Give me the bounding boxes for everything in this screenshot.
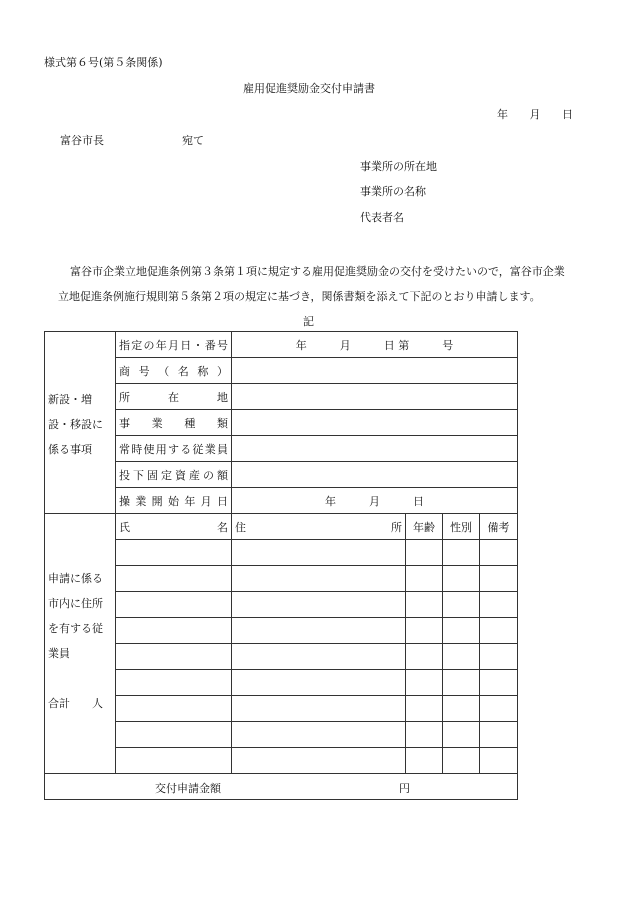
section1-field-label: 指定の年月日・番号 (116, 332, 232, 358)
section1-row (45, 332, 518, 358)
section1-row (45, 358, 518, 384)
section1-label-line: 係る事項 (48, 443, 92, 456)
addressee-suffix: 宛て (182, 134, 204, 147)
employee-remarks-cell[interactable] (480, 540, 518, 566)
employee-remarks-cell[interactable] (480, 644, 518, 670)
footer-row (45, 774, 518, 800)
employee-address-cell[interactable] (232, 722, 406, 748)
employee-name-cell[interactable] (116, 722, 232, 748)
month-label: 月 (529, 108, 541, 121)
employee-age-cell[interactable] (406, 748, 443, 774)
footer-unit: 円 (399, 782, 410, 795)
section2-header-row (45, 514, 518, 540)
employee-name-cell[interactable] (116, 644, 232, 670)
employee-name-cell[interactable] (116, 748, 232, 774)
employee-name-cell[interactable] (116, 696, 232, 722)
employee-name-cell[interactable] (116, 540, 232, 566)
employee-name-cell[interactable] (116, 618, 232, 644)
employee-address-cell[interactable] (232, 592, 406, 618)
total-unit: 人 (92, 697, 103, 710)
employee-age-cell[interactable] (406, 644, 443, 670)
employee-address-cell[interactable] (232, 618, 406, 644)
body-text-line-1: 富谷市企業立地促進条例第３条第１項に規定する雇用促進奨励金の交付を受けたいので，富谷市企業 (70, 265, 565, 278)
section1-row (45, 384, 518, 410)
section1-field-value[interactable]: 年 月 日 (232, 488, 518, 514)
section1-row (45, 410, 518, 436)
employee-sex-cell[interactable] (443, 696, 480, 722)
form-number: 様式第６号(第５条関係) (44, 56, 163, 69)
section1-row (45, 462, 518, 488)
section1-field-label: 所在地 (116, 384, 232, 410)
employee-row (45, 722, 518, 748)
section2-label (45, 514, 116, 774)
section1-field-label: 常時使用する従業員 (116, 436, 232, 462)
employee-row (45, 644, 518, 670)
section2-label-line: 業員 (48, 647, 70, 660)
applicant-location-label: 事業所の所在地 (360, 160, 437, 173)
employee-address-cell[interactable] (232, 566, 406, 592)
col-header-age: 年齢 (406, 514, 443, 540)
footer-amount-label: 交付申請金額 (155, 782, 221, 795)
section1-label-line: 新設・増 (48, 393, 92, 406)
total-count-line (48, 691, 112, 716)
employee-age-cell[interactable] (406, 566, 443, 592)
section1-field-value[interactable] (232, 384, 518, 410)
section1-field-label: 事業種類 (116, 410, 232, 436)
employee-sex-cell[interactable] (443, 722, 480, 748)
total-label: 合計 (48, 697, 70, 710)
applicant-representative-label: 代表者名 (360, 211, 404, 224)
section1-field-label: 投下固定資産の額 (116, 462, 232, 488)
section1-field-value[interactable] (232, 358, 518, 384)
section1-row (45, 488, 518, 514)
employee-name-cell[interactable] (116, 566, 232, 592)
employee-remarks-cell[interactable] (480, 696, 518, 722)
employee-age-cell[interactable] (406, 540, 443, 566)
col-header-sex: 性別 (443, 514, 480, 540)
section1-field-value[interactable]: 年 月 日 第 号 (232, 332, 518, 358)
section1-field-value[interactable] (232, 410, 518, 436)
section2-body (45, 514, 518, 774)
section2-label-line: 申請に係る (48, 572, 103, 585)
addressee-name: 富谷市長 (60, 134, 104, 147)
section1-label-line: 設・移設に (48, 418, 103, 431)
footer-cell (45, 774, 518, 800)
applicant-name-label: 事業所の名称 (360, 185, 426, 198)
section1-field-value[interactable] (232, 436, 518, 462)
employee-row (45, 748, 518, 774)
employee-row (45, 696, 518, 722)
employee-address-cell[interactable] (232, 748, 406, 774)
employee-age-cell[interactable] (406, 618, 443, 644)
section1-label (45, 332, 116, 514)
employee-age-cell[interactable] (406, 696, 443, 722)
day-label: 日 (562, 108, 573, 121)
employee-remarks-cell[interactable] (480, 618, 518, 644)
employee-address-cell[interactable] (232, 540, 406, 566)
section1-field-label: 操業開始年月日 (116, 488, 232, 514)
section1-body (45, 332, 518, 514)
employee-sex-cell[interactable] (443, 592, 480, 618)
section1-row (45, 436, 518, 462)
col-header-name: 氏名 (116, 514, 232, 540)
employee-age-cell[interactable] (406, 592, 443, 618)
employee-sex-cell[interactable] (443, 618, 480, 644)
ki-heading: 記 (303, 315, 314, 328)
employee-remarks-cell[interactable] (480, 592, 518, 618)
section1-field-value[interactable] (232, 462, 518, 488)
employee-row (45, 566, 518, 592)
employee-remarks-cell[interactable] (480, 670, 518, 696)
section2-label-line: を有する従 (48, 622, 103, 635)
employee-sex-cell[interactable] (443, 748, 480, 774)
employee-remarks-cell[interactable] (480, 566, 518, 592)
date-line (497, 106, 573, 122)
employee-age-cell[interactable] (406, 722, 443, 748)
application-table (44, 331, 518, 800)
employee-address-cell[interactable] (232, 670, 406, 696)
section1-field-label: 商号（名称） (116, 358, 232, 384)
employee-address-cell[interactable] (232, 644, 406, 670)
employee-row (45, 592, 518, 618)
employee-name-cell[interactable] (116, 592, 232, 618)
employee-sex-cell[interactable] (443, 670, 480, 696)
employee-row (45, 670, 518, 696)
employee-sex-cell[interactable] (443, 540, 480, 566)
col-header-address: 住所 (232, 514, 406, 540)
employee-remarks-cell[interactable] (480, 722, 518, 748)
employee-row (45, 618, 518, 644)
section2-label-line: 市内に住所 (48, 597, 103, 610)
employee-address-cell[interactable] (232, 696, 406, 722)
year-label: 年 (497, 108, 508, 121)
employee-sex-cell[interactable] (443, 644, 480, 670)
col-header-remarks: 備考 (480, 514, 518, 540)
employee-remarks-cell[interactable] (480, 748, 518, 774)
body-text-line-2: 立地促進条例施行規則第５条第２項の規定に基づき，関係書類を添えて下記のとおり申請します。 (58, 290, 541, 303)
employee-row (45, 540, 518, 566)
employee-name-cell[interactable] (116, 670, 232, 696)
employee-sex-cell[interactable] (443, 566, 480, 592)
document-title: 雇用促進奨励金交付申請書 (243, 82, 375, 95)
employee-age-cell[interactable] (406, 670, 443, 696)
